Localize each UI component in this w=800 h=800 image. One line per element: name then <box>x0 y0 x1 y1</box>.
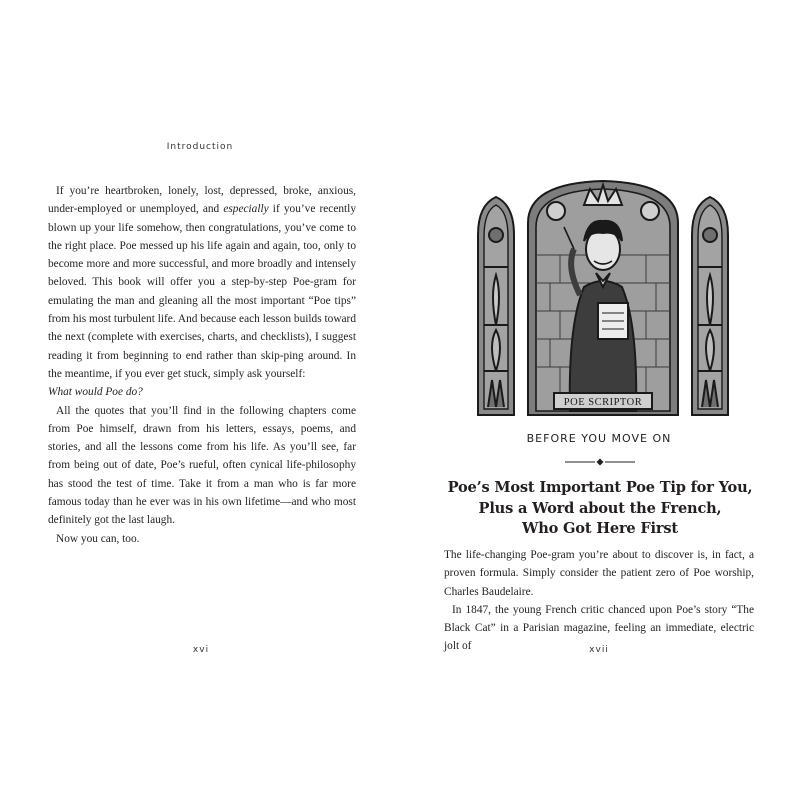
page-number-left: xvi <box>192 645 210 655</box>
italic-question: What would Poe do? <box>48 386 143 399</box>
section-heading <box>446 478 754 540</box>
right-page-body <box>444 546 754 656</box>
paragraph: Now you can, too. <box>56 532 140 545</box>
heading-line: Who Got Here First <box>522 520 678 537</box>
left-stained-glass-panel <box>478 197 514 415</box>
divider-ornament-icon <box>565 457 635 467</box>
paragraph <box>48 182 356 383</box>
heading-line: Poe’s Most Important Poe Tip for You, <box>447 479 753 496</box>
left-page-body <box>48 182 356 548</box>
stained-glass-illustration <box>470 175 736 420</box>
banner-text: POE SCRIPTOR <box>563 397 643 408</box>
section-label: BEFORE YOU MOVE ON <box>526 432 672 445</box>
right-stained-glass-panel <box>692 197 728 415</box>
emphasis: especially <box>223 203 269 216</box>
paragraph: All the quotes that you’ll find in the following chapters come from Poe himself, drawn from his letters, essays, poems, and stories, and all the lessons come from his life. As you’ll see, far from being out of date, Poe’s rueful, often cynical life-philosophy has stood the test of time. Take it from a man who is far more famous today than he ever was in his own lifetime—and who most definitely got the last laugh. <box>48 404 356 527</box>
central-stained-glass-panel <box>528 181 678 415</box>
paragraph: In 1847, the young French critic chanced upon Poe’s story “The Black Cat” in a Parisian magazine, feeling an immediate, electric jolt of <box>444 603 754 653</box>
heading-line: Plus a Word about the French, <box>478 499 722 517</box>
paragraph: The life-changing Poe-gram you’re about to discover is, in fact, a proven formula. Simply consider the patient zero of Poe worship, Charles Baudelaire. <box>444 549 754 598</box>
text-run: if you’ve recently blown up your life somehow, then congratulations, you’ve come to the right place. Poe messed up his life again and again, too, only to become more and more successful, and more broadly and intensely beloved. This book will offer you a step-by-step Poe-gram for emulating the man and gleaning all the most important “Poe tips” from his most turbulent life. And because each lesson builds toward the next (complete with exercises, charts, and checklists), I suggest reading it from beginning to end rather than skip-ping around. In the meantime, if you ever get stuck, simply ask yourself: <box>48 203 356 380</box>
running-head: Introduction <box>166 142 234 152</box>
text-run: If you’re heartbroken, lonely, lost, depressed, broke, anxious, under-employed or unemployed, and <box>48 185 356 216</box>
page-number-right: xvii <box>589 645 609 655</box>
